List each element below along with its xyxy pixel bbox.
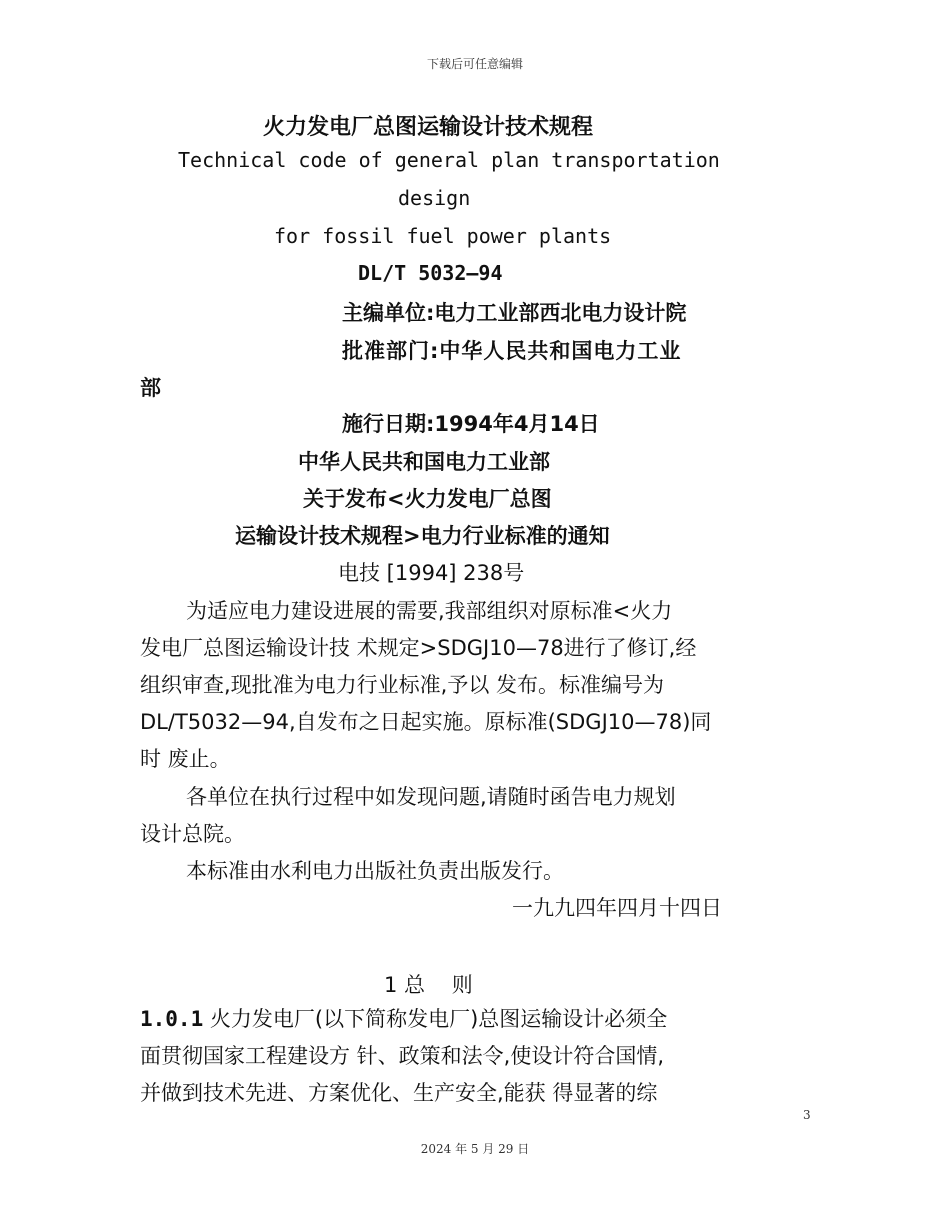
clause-number: 1.0.1 (140, 1007, 204, 1031)
approver-line1: 批准部门:中华人民共和国电力工业 (342, 339, 682, 363)
paragraph-line: DL/T5032—94,自发布之日起实施。原标准(SDGJ10—78)同 (140, 710, 712, 734)
clause-line: 面贯彻国家工程建设方 针、政策和法令,使设计符合国情, (140, 1044, 665, 1068)
page-number: 3 (803, 1108, 811, 1122)
paragraph-line: 组织审查,现批准为电力行业标准,予以 发布。标准编号为 (140, 673, 665, 697)
clause-line (140, 1001, 667, 1038)
paragraph-line: 各单位在执行过程中如发现问题,请随时函告电力规划 (186, 785, 676, 809)
title-en-line1: Technical code of general plan transportation (178, 148, 720, 172)
paragraph-line: 为适应电力建设进展的需要,我部组织对原标准<火力 (186, 599, 673, 623)
header-note: 下载后可任意编辑 (426, 57, 523, 71)
notice-title-line1: 关于发布<火力发电厂总图 (303, 487, 552, 511)
effective-date: 施行日期:1994年4月14日 (342, 412, 600, 436)
issuer: 中华人民共和国电力工业部 (298, 450, 550, 474)
paragraph-line: 时 废止。 (140, 747, 231, 771)
approver-line2: 部 (140, 376, 161, 400)
footer-date: 2024 年 5 月 29 日 (420, 1142, 530, 1156)
title-en-line2: design (398, 186, 471, 210)
notice-paragraph-3: 本标准由水利电力出版社负责出版发行。 (186, 859, 564, 883)
editor-unit: 主编单位:电力工业部西北电力设计院 (342, 301, 687, 325)
clause-text: 火力发电厂(以下简称发电厂)总图运输设计必须全 (203, 1007, 668, 1031)
paragraph-line: 设计总院。 (140, 822, 245, 846)
clause-line: 并做到技术先进、方案优化、生产安全,能获 得显著的综 (140, 1081, 658, 1105)
notice-date: 一九九四年四月十四日 (512, 896, 722, 920)
title-en-line3: for fossil fuel power plants (274, 224, 612, 248)
standard-code: DL/T 5032—94 (358, 261, 503, 285)
notice-title-line2: 运输设计技术规程>电力行业标准的通知 (235, 524, 610, 548)
paragraph-line: 发电厂总图运输设计技 术规定>SDGJ10—78进行了修订,经 (140, 636, 697, 660)
section-heading: 1 总 则 (384, 973, 473, 997)
notice-number: 电技 [1994] 238号 (338, 561, 525, 585)
title-cn: 火力发电厂总图运输设计技术规程 (263, 115, 594, 140)
